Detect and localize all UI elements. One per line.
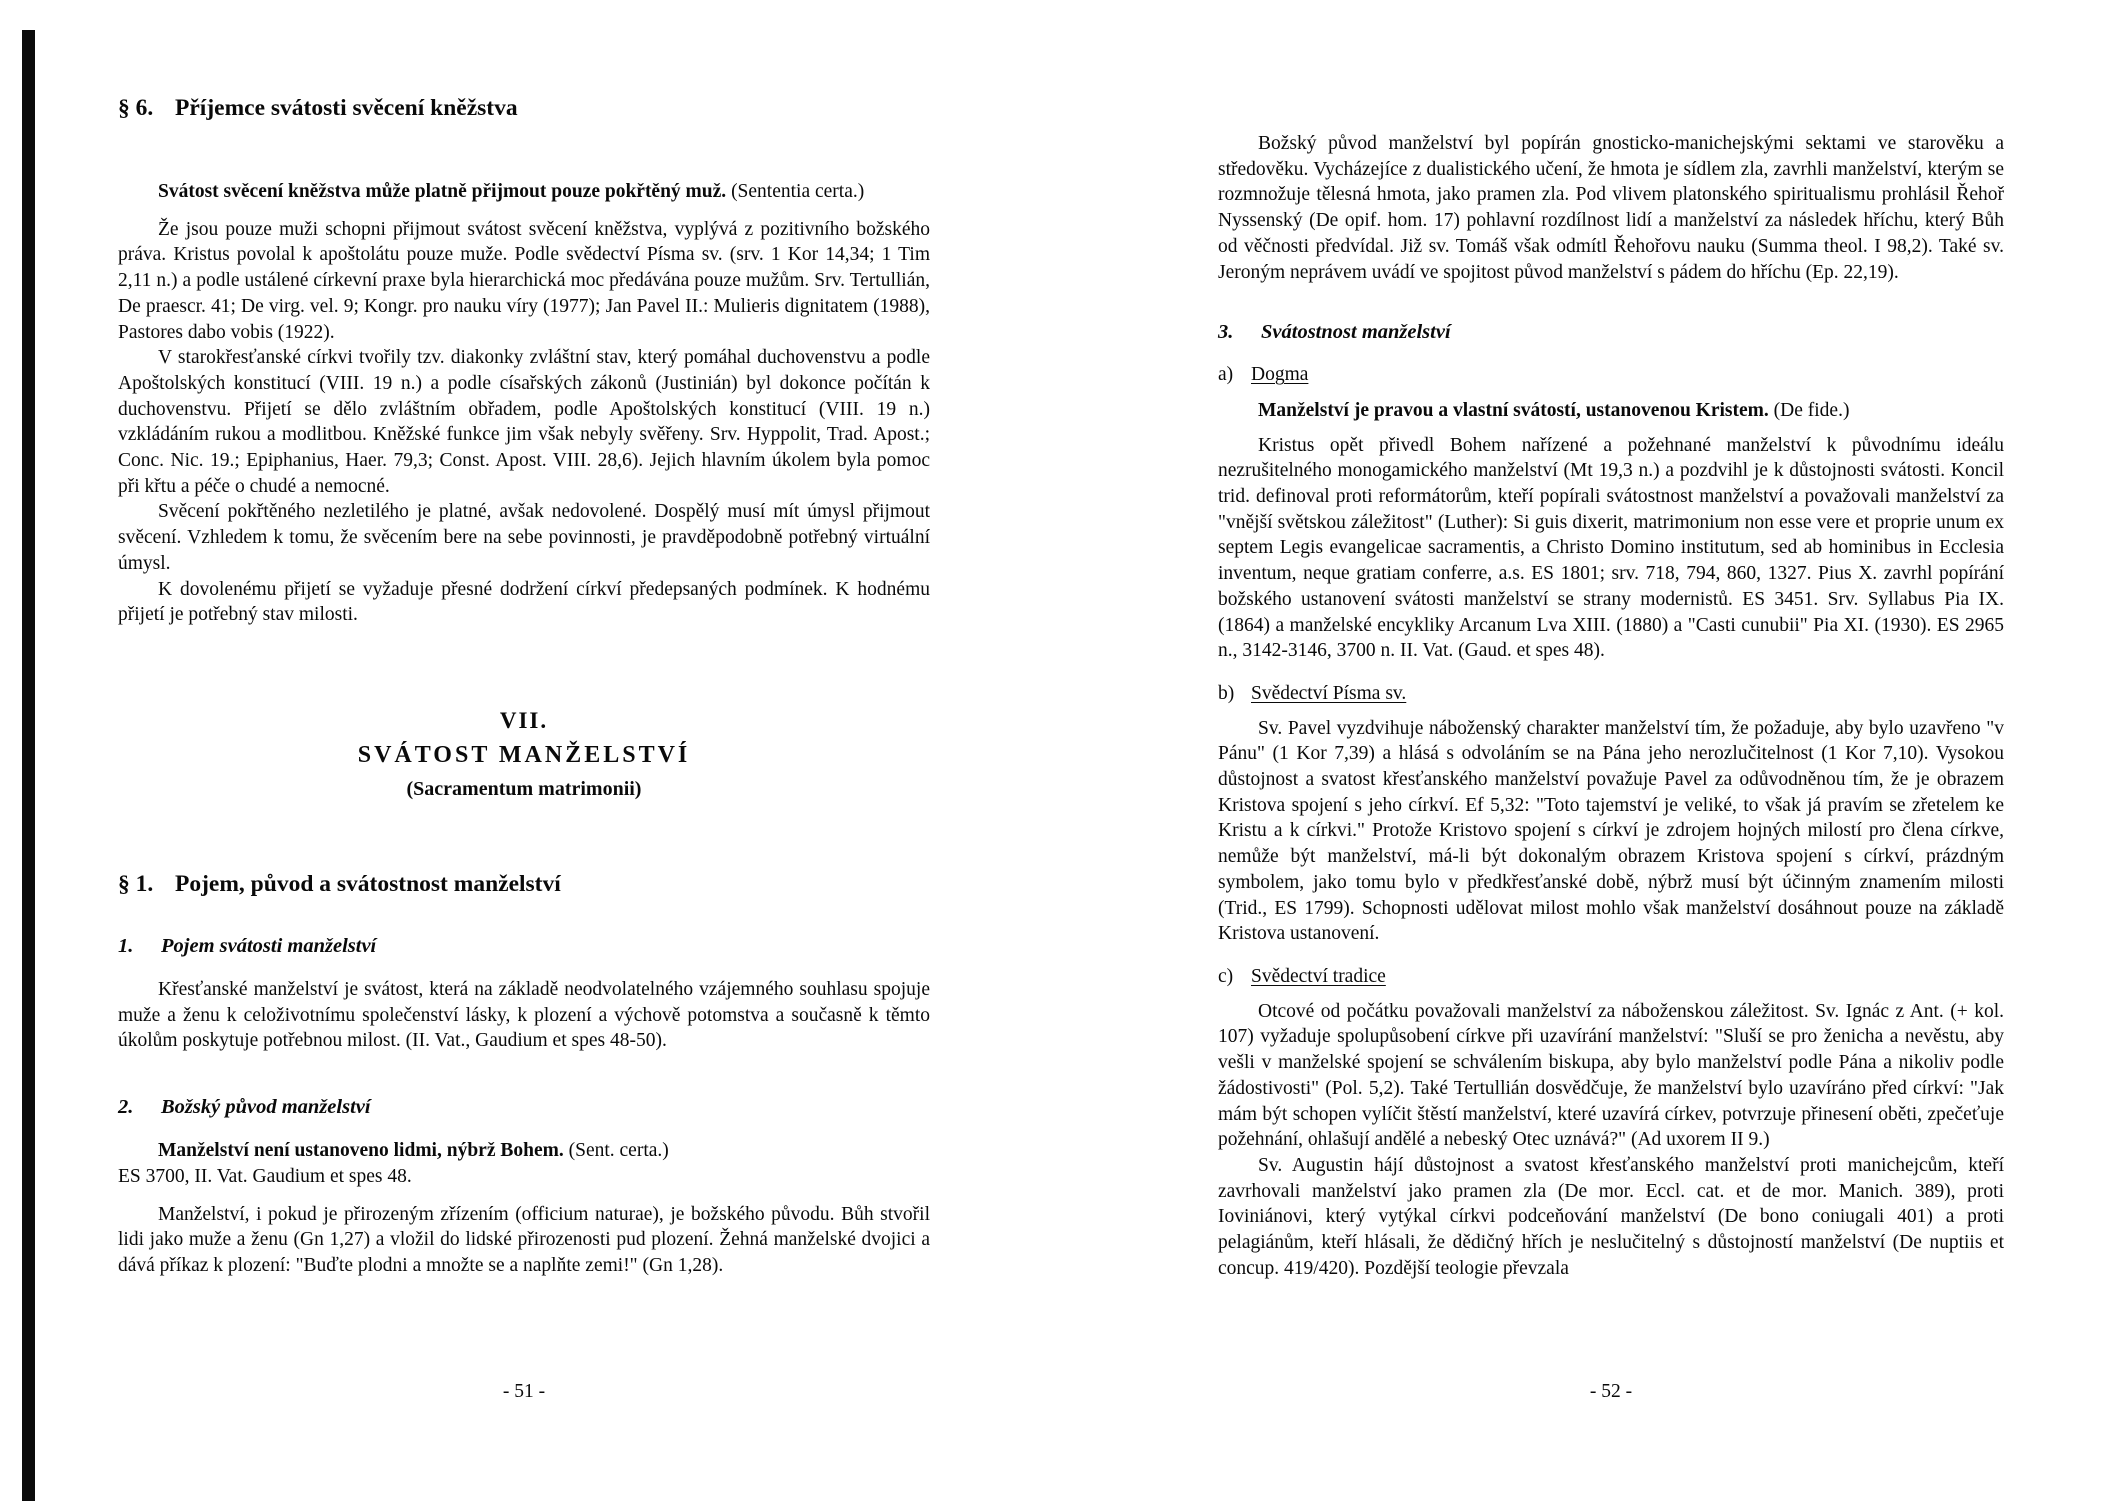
paragraph: Sv. Augustin hájí důstojnost a svatost křesťanského manželství proti manichejcům, kteří zavrhovali manželství jako pramen zla (De mor. Eccl. cat. et de mor. Manich. 389), proti Ioviniánovi, který vytýkal církvi podceňování manželství (De bono coniugali 401) a proti pelagiánům, kteří hlásali, že dědičný hřích je neslučitelný s důstojností manželství (De nuptiis et concup. 419/420). Pozdější teologie převzala: [1218, 1154, 2004, 1279]
letter-label: Svědectví Písma sv.: [1251, 682, 1407, 704]
heading-c-tradice: [1218, 964, 2004, 990]
section-number: § 6.: [118, 95, 154, 121]
chapter-subtitle: (Sacramentum matrimonii): [406, 778, 642, 801]
page-51: [118, 93, 930, 1279]
paragraph: Svěcení pokřtěného nezletilého je platné, avšak nedovolené. Dospělý musí mít úmysl přijmout svěcení. Vzhledem k tomu, že svěcením bere na sebe povinnosti, je pravděpodobně potřebný virtuální úmysl.: [118, 501, 930, 574]
subsection-number: 3.: [1218, 321, 1234, 344]
paragraph: Manželství, i pokud je přirozeným zřízením (officium naturae), je božského původu. Bůh stvořil lidi jako muže a ženu (Gn 1,27) a vložil do lidské přirozenosti pud plození. Žehná manželské dvojici a dává příkaz k plození: "Buďte plodni a množte se a naplňte zemi!" (Gn 1,28).: [118, 1203, 930, 1276]
heading-b-pismo: [1218, 681, 2004, 707]
thesis-reference: ES 3700, II. Vat. Gaudium et spes 48.: [118, 1165, 412, 1187]
chapter-title: SVÁTOST MANŽELSTVÍ: [357, 741, 691, 768]
thesis-bold-text: Svátost svěcení kněžstva může platně přijmout pouze pokřtěný muž.: [158, 181, 727, 202]
paragraph: Kristus opět přivedl Bohem nařízené a požehnané manželství k původnímu ideálu nezrušitelného monogamického manželství (Mt 19,3 n.) a pozdvihl je k důstojnosti svátosti. Koncil trid. definoval proti reformátorům, kteří popírali svátostnost manželství a považovali manželství za "vnější světskou záležitost" (Luther): Si guis dixerit, matrimonium non esse vere et proprie unum ex septem Legis evangelicae sacramentis, a Christo Domino institutum, sed ab hominibus in Ecclesia inventum, neque gratiam conferre, a.s. ES 1801; srv. 718, 794, 860, 1327. Pius X. zavrhl popírání božského ustanovení svátosti manželství se strany modernistů. ES 3451. Srv. Syllabus Pia IX. (1864) a manželské encykliky Arcanum Lva XIII. (1880) a "Casti cunubii" Pia XI. (1930). ES 2965 n., 3142-3146, 3700 n. II. Vat. (Gaud. et spes 48).: [1218, 434, 2004, 662]
section-1-heading: [118, 869, 930, 899]
paragraph: Božský původ manželství byl popírán gnosticko-manichejskými sektami ve starověku a středověku. Vycházejíce z dualistického učení, že hmota je sídlem zla, zavrhli manželství, kterým se rozmnožuje tělesná hmota, jako pramen zla. Pod vlivem platonského spiritualismu prohlásil Řehoř Nyssenský (De opif. hom. 17) pohlavní rozdílnost lidí a manželství za následek hříchu, který Bůh od věčnosti předvídal. Již sv. Tomáš však odmítl Řehořovu nauku (Summa theol. I 98,2). Také sv. Jeroným neprávem uvádí ve spojitost původ manželství s pádem do hříchu (Ep. 22,19).: [1218, 133, 2004, 283]
thesis-note: (Sent. certa.): [563, 1140, 669, 1162]
subsection-number: 1.: [118, 935, 134, 958]
chapter-heading-block: [118, 708, 930, 803]
paragraph: K dovolenému přijetí se vyžaduje přesné dodržení církví předepsaných podmínek. K hodnému přijetí je potřebný stav milosti.: [118, 578, 930, 626]
section-number: § 1.: [118, 871, 154, 898]
thesis-note: (De fide.): [1768, 399, 1850, 421]
thesis-paragraph: [118, 1138, 930, 1164]
paragraph: Sv. Pavel vyzdvihuje náboženský charakter manželství tím, že požaduje, aby bylo uzavřeno "v Pánu" (1 Kor 7,39) a hlásá s odvoláním se na Pána jeho nerozlučitelnost (1 Kor 7,10). Vysokou důstojnost a svatost křesťanského manželství považuje Pavel za odůvodněnou tím, že je obrazem Kristova spojení s jeho církví. Ef 5,32: "Toto tajemství je veliké, to však já pravím se zřetelem ke Kristu a k církvi." Protože Kristovo spojení s církví je zdrojem hojných milostí pro člena církve, nemůže být manželství, má-li být dokonalým obrazem Kristova spojení s církví, prázdným symbolem, jako tomu bylo v předkřesťanské době, nýbrž musí být účinným znamením milosti (Trid., ES 1799). Schopnosti udělovat milost mohlo však manželství dosáhnout pouze na základě Kristova ustanovení.: [1218, 717, 2004, 945]
subsection-2-heading: [118, 1094, 930, 1120]
paragraph: V starokřesťanské církvi tvořily tzv. diakonky zvláštní stav, který pomáhal duchovenstvu a podle Apoštolských konstitucí (VIII. 19 n.) a podle císařských zákonů (Justinián) byl dokonce počítán k duchovenstvu. Přijetí se dělo zvláštním obřadem, podle Apoštolských konstitucí (VIII. 19 n.) vzkládáním rukou a modlitbou. Kněžské funkce jim však nebyly svěřeny. Srv. Hyppolit, Trad. Apost.; Conc. Nic. 19.; Epiphanius, Haer. 79,3; Const. Apost. VIII. 28,6). Jejich hlavním úkolem byla pomoc při křtu a péče o chudé a nemocné.: [118, 347, 930, 497]
heading-a-dogma: [1218, 362, 2004, 388]
subsection-title: Pojem svátosti manželství: [161, 935, 377, 958]
letter-label: Dogma: [1251, 364, 1309, 386]
page-52: [1218, 131, 2004, 1281]
paragraph: Křesťanské manželství je svátost, která na základě neodvolatelného vzájemného souhlasu spojuje muže a ženu k celoživotnímu společenství lásky, k plození a výchově potomstva a současně k těmto úkolům poskytuje potřebnou milost. (II. Vat., Gaudium et spes 48-50).: [118, 979, 930, 1052]
subsection-title: Svátostnost manželství: [1261, 321, 1451, 344]
page-number-52: - 52 -: [1589, 1381, 1633, 1402]
section-6-heading: [118, 93, 930, 123]
letter-label: Svědectví tradice: [1251, 965, 1386, 987]
section-title: Pojem, původ a svátostnost manželství: [175, 871, 561, 898]
letter-prefix: b): [1218, 682, 1235, 704]
subsection-3-heading: [1218, 319, 2004, 345]
thesis-bold-text: Manželství je pravou a vlastní svátostí, ustanovenou Kristem.: [1258, 399, 1769, 421]
letter-prefix: a): [1218, 364, 1234, 386]
thesis-paragraph: [1218, 398, 2004, 424]
thesis-note: (Sententia certa.): [726, 181, 865, 202]
thesis-bold-text: Manželství není ustanoveno lidmi, nýbrž Bohem.: [158, 1140, 564, 1162]
section-title: Příjemce svátosti svěcení kněžstva: [175, 95, 518, 121]
letter-prefix: c): [1218, 965, 1234, 987]
scan-edge-artifact: [22, 30, 35, 1501]
page-number-51: - 51 -: [502, 1381, 546, 1402]
paragraph: Že jsou pouze muži schopni přijmout svátost svěcení kněžstva, vyplývá z pozitivního božského práva. Kristus povolal k apoštolátu pouze muže. Podle svědectví Písma sv. (srv. 1 Kor 14,34; 1 Tim 2,11 n.) a podle ustálené církevní praxe byla hierarchická moc předávána pouze mužům. Srv. Tertullián, De praescr. 41; De virg. vel. 9; Kongr. pro nauku víry (1977); Jan Pavel II.: Mulieris dignitatem (1988), Pastores dabo vobis (1922).: [118, 218, 930, 343]
subsection-number: 2.: [118, 1096, 134, 1119]
subsection-title: Božský původ manželství: [161, 1096, 371, 1119]
subsection-1-heading: [118, 933, 930, 959]
paragraph: Otcové od počátku považovali manželství za náboženskou záležitost. Sv. Ignác z Ant. (+ kol. 107) vyžaduje spolupůsobení církve při uzavírání manželství: "Sluší se pro ženicha a nevěstu, aby vešli v manželské spojení se schválením biskupa, aby bylo manželství podle Pána a nikoliv podle žádostivosti" (Pol. 5,2). Také Tertullián dosvědčuje, že manželství bylo uzavíráno před církví: "Jak mám být schopen vylíčit štěstí manželství, které uzavírá církev, potvrzuje přinesení oběti, zpečeťuje požehnání, ohlašují andělé a nebeský Otec uznává?" (Ad uxorem II 9.): [1218, 1000, 2004, 1151]
chapter-numeral: VII.: [499, 707, 549, 733]
thesis-paragraph: [118, 179, 930, 205]
